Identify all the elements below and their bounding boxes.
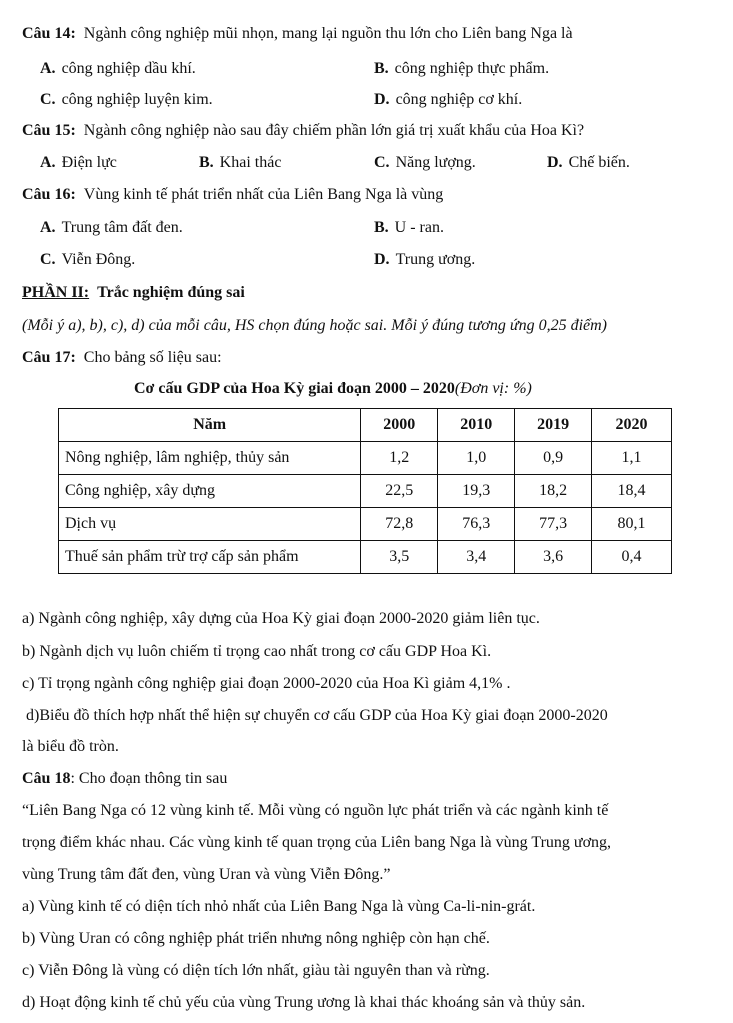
table-cell: 3,4 [438,541,515,574]
q16-option-b[interactable] [374,218,444,238]
table-unit: (Đơn vị: %) [454,380,532,397]
table-cell: 80,1 [592,508,672,541]
part2-instruction: (Mỗi ý a), b), c), d) của mỗi câu, HS chọn đúng hoặc sai. Mỗi ý đúng tương ứng 0,25 điểm) [22,317,607,334]
option-text: công nghiệp luyện kim. [61,91,213,108]
option-text: Chế biến. [568,154,630,171]
table-cell: 18,4 [592,475,672,508]
q17-label: Câu 17: [22,349,76,366]
q14-stem [22,24,573,44]
part2-title: Trắc nghiệm đúng sai [97,284,245,301]
option-text: Điện lực [61,154,117,171]
q17-text: Cho bảng số liệu sau: [83,349,222,366]
q16-text: Vùng kinh tế phát triển nhất của Liên Bang Nga là vùng [83,186,444,203]
table-cell: 1,1 [592,442,672,475]
option-key: C. [374,154,390,171]
table-title: Cơ cấu GDP của Hoa Kỳ giai đoạn 2000 – 2020 [134,380,455,397]
q18-passage-line: vùng Trung tâm đất đen, vùng Uran và vùng Viễn Đông.” [22,866,391,883]
table-cell: Dịch vụ [59,508,361,541]
q14-option-a[interactable] [40,59,196,79]
option-key: B. [374,60,389,77]
table-cell: 0,9 [515,442,592,475]
option-key: D. [374,91,390,108]
table-header-row [59,409,672,442]
q18-statement-d: d) Hoạt động kinh tế chủ yếu của vùng Trung ương là khai thác khoáng sản và thủy sản. [22,994,586,1011]
q16-option-c[interactable] [40,250,135,270]
option-text: Khai thác [219,154,282,171]
q17-statement-c: c) Tỉ trọng ngành công nghiệp giai đoạn 2000-2020 của Hoa Kì giảm 4,1% . [22,675,511,692]
q18-label: Câu 18 [22,770,71,787]
q15-option-b[interactable] [199,153,281,173]
table-cell: 72,8 [361,508,438,541]
option-text: U - ran. [394,219,444,236]
table-cell: 77,3 [515,508,592,541]
q18-text: : Cho đoạn thông tin sau [70,770,228,787]
option-text: công nghiệp dầu khí. [61,60,196,77]
header-cell: 2010 [438,409,515,442]
q16-option-a[interactable] [40,218,183,238]
q14-label: Câu 14: [22,25,76,42]
q18-passage-line: “Liên Bang Nga có 12 vùng kinh tế. Mỗi vùng có nguồn lực phát triển và các ngành kinh tế [22,802,609,819]
q15-text: Ngành công nghiệp nào sau đây chiếm phần lớn giá trị xuất khẩu của Hoa Kì? [83,122,585,139]
q16-option-d[interactable] [374,250,475,270]
table-cell: 3,6 [515,541,592,574]
q14-text: Ngành công nghiệp mũi nhọn, mang lại nguồn thu lớn cho Liên bang Nga là [83,25,573,42]
table-row [59,475,672,508]
table-caption [134,379,532,399]
q18-statement-a: a) Vùng kinh tế có diện tích nhỏ nhất của Liên Bang Nga là vùng Ca-li-nin-grát. [22,898,536,915]
q18-statement-c: c) Viễn Đông là vùng có diện tích lớn nhất, giàu tài nguyên than và rừng. [22,962,490,979]
table-cell: Thuế sản phẩm trừ trợ cấp sản phẩm [59,541,361,574]
q15-stem [22,121,584,141]
table-cell: 0,4 [592,541,672,574]
q18-stem [22,769,227,789]
q17-statement-a: a) Ngành công nghiệp, xây dựng của Hoa Kỳ giai đoạn 2000-2020 giảm liên tục. [22,610,540,627]
table-cell: Công nghiệp, xây dựng [59,475,361,508]
header-cell: 2019 [515,409,592,442]
q14-option-d[interactable] [374,90,522,110]
part2-label: PHẦN II: [22,284,90,301]
q17-statement-b: b) Ngành dịch vụ luôn chiếm tỉ trọng cao nhất trong cơ cấu GDP Hoa Kì. [22,643,492,660]
table-cell: Nông nghiệp, lâm nghiệp, thủy sản [59,442,361,475]
option-text: công nghiệp cơ khí. [395,91,523,108]
q15-option-a[interactable] [40,153,117,173]
q18-statement-b: b) Vùng Uran có công nghiệp phát triển nhưng nông nghiệp còn hạn chế. [22,930,490,947]
table-cell: 19,3 [438,475,515,508]
option-key: A. [40,219,56,236]
option-text: Viễn Đông. [61,251,136,268]
option-key: C. [40,251,56,268]
option-key: A. [40,154,56,171]
q16-stem [22,185,443,205]
table-cell: 1,2 [361,442,438,475]
q17-statement-d: d)Biểu đồ thích hợp nhất thể hiện sự chuyển cơ cấu GDP của Hoa Kỳ giai đoạn 2000-2020 [22,707,608,724]
q15-label: Câu 15: [22,122,76,139]
option-text: Năng lượng. [395,154,476,171]
q15-option-d[interactable] [547,153,630,173]
option-key: D. [547,154,563,171]
header-cell: 2000 [361,409,438,442]
table-cell: 18,2 [515,475,592,508]
q17-statement-d-cont: là biểu đồ tròn. [22,738,119,755]
table-cell: 3,5 [361,541,438,574]
q18-passage-line: trọng điểm khác nhau. Các vùng kinh tế quan trọng của Liên bang Nga là vùng Trung ương, [22,834,612,851]
option-key: B. [374,219,389,236]
table-row [59,541,672,574]
table-cell: 1,0 [438,442,515,475]
header-cell: 2020 [592,409,672,442]
part2-heading [22,283,245,303]
q15-option-c[interactable] [374,153,476,173]
option-text: công nghiệp thực phẩm. [394,60,550,77]
table-row [59,442,672,475]
table-cell: 22,5 [361,475,438,508]
option-text: Trung ương. [395,251,476,268]
table-row [59,508,672,541]
q14-option-b[interactable] [374,59,549,79]
q16-label: Câu 16: [22,186,76,203]
option-text: Trung tâm đất đen. [61,219,183,236]
header-cell: Năm [59,409,361,442]
option-key: D. [374,251,390,268]
option-key: B. [199,154,214,171]
q14-option-c[interactable] [40,90,213,110]
gdp-table [58,408,672,574]
q17-stem [22,348,222,368]
table-cell: 76,3 [438,508,515,541]
option-key: C. [40,91,56,108]
option-key: A. [40,60,56,77]
